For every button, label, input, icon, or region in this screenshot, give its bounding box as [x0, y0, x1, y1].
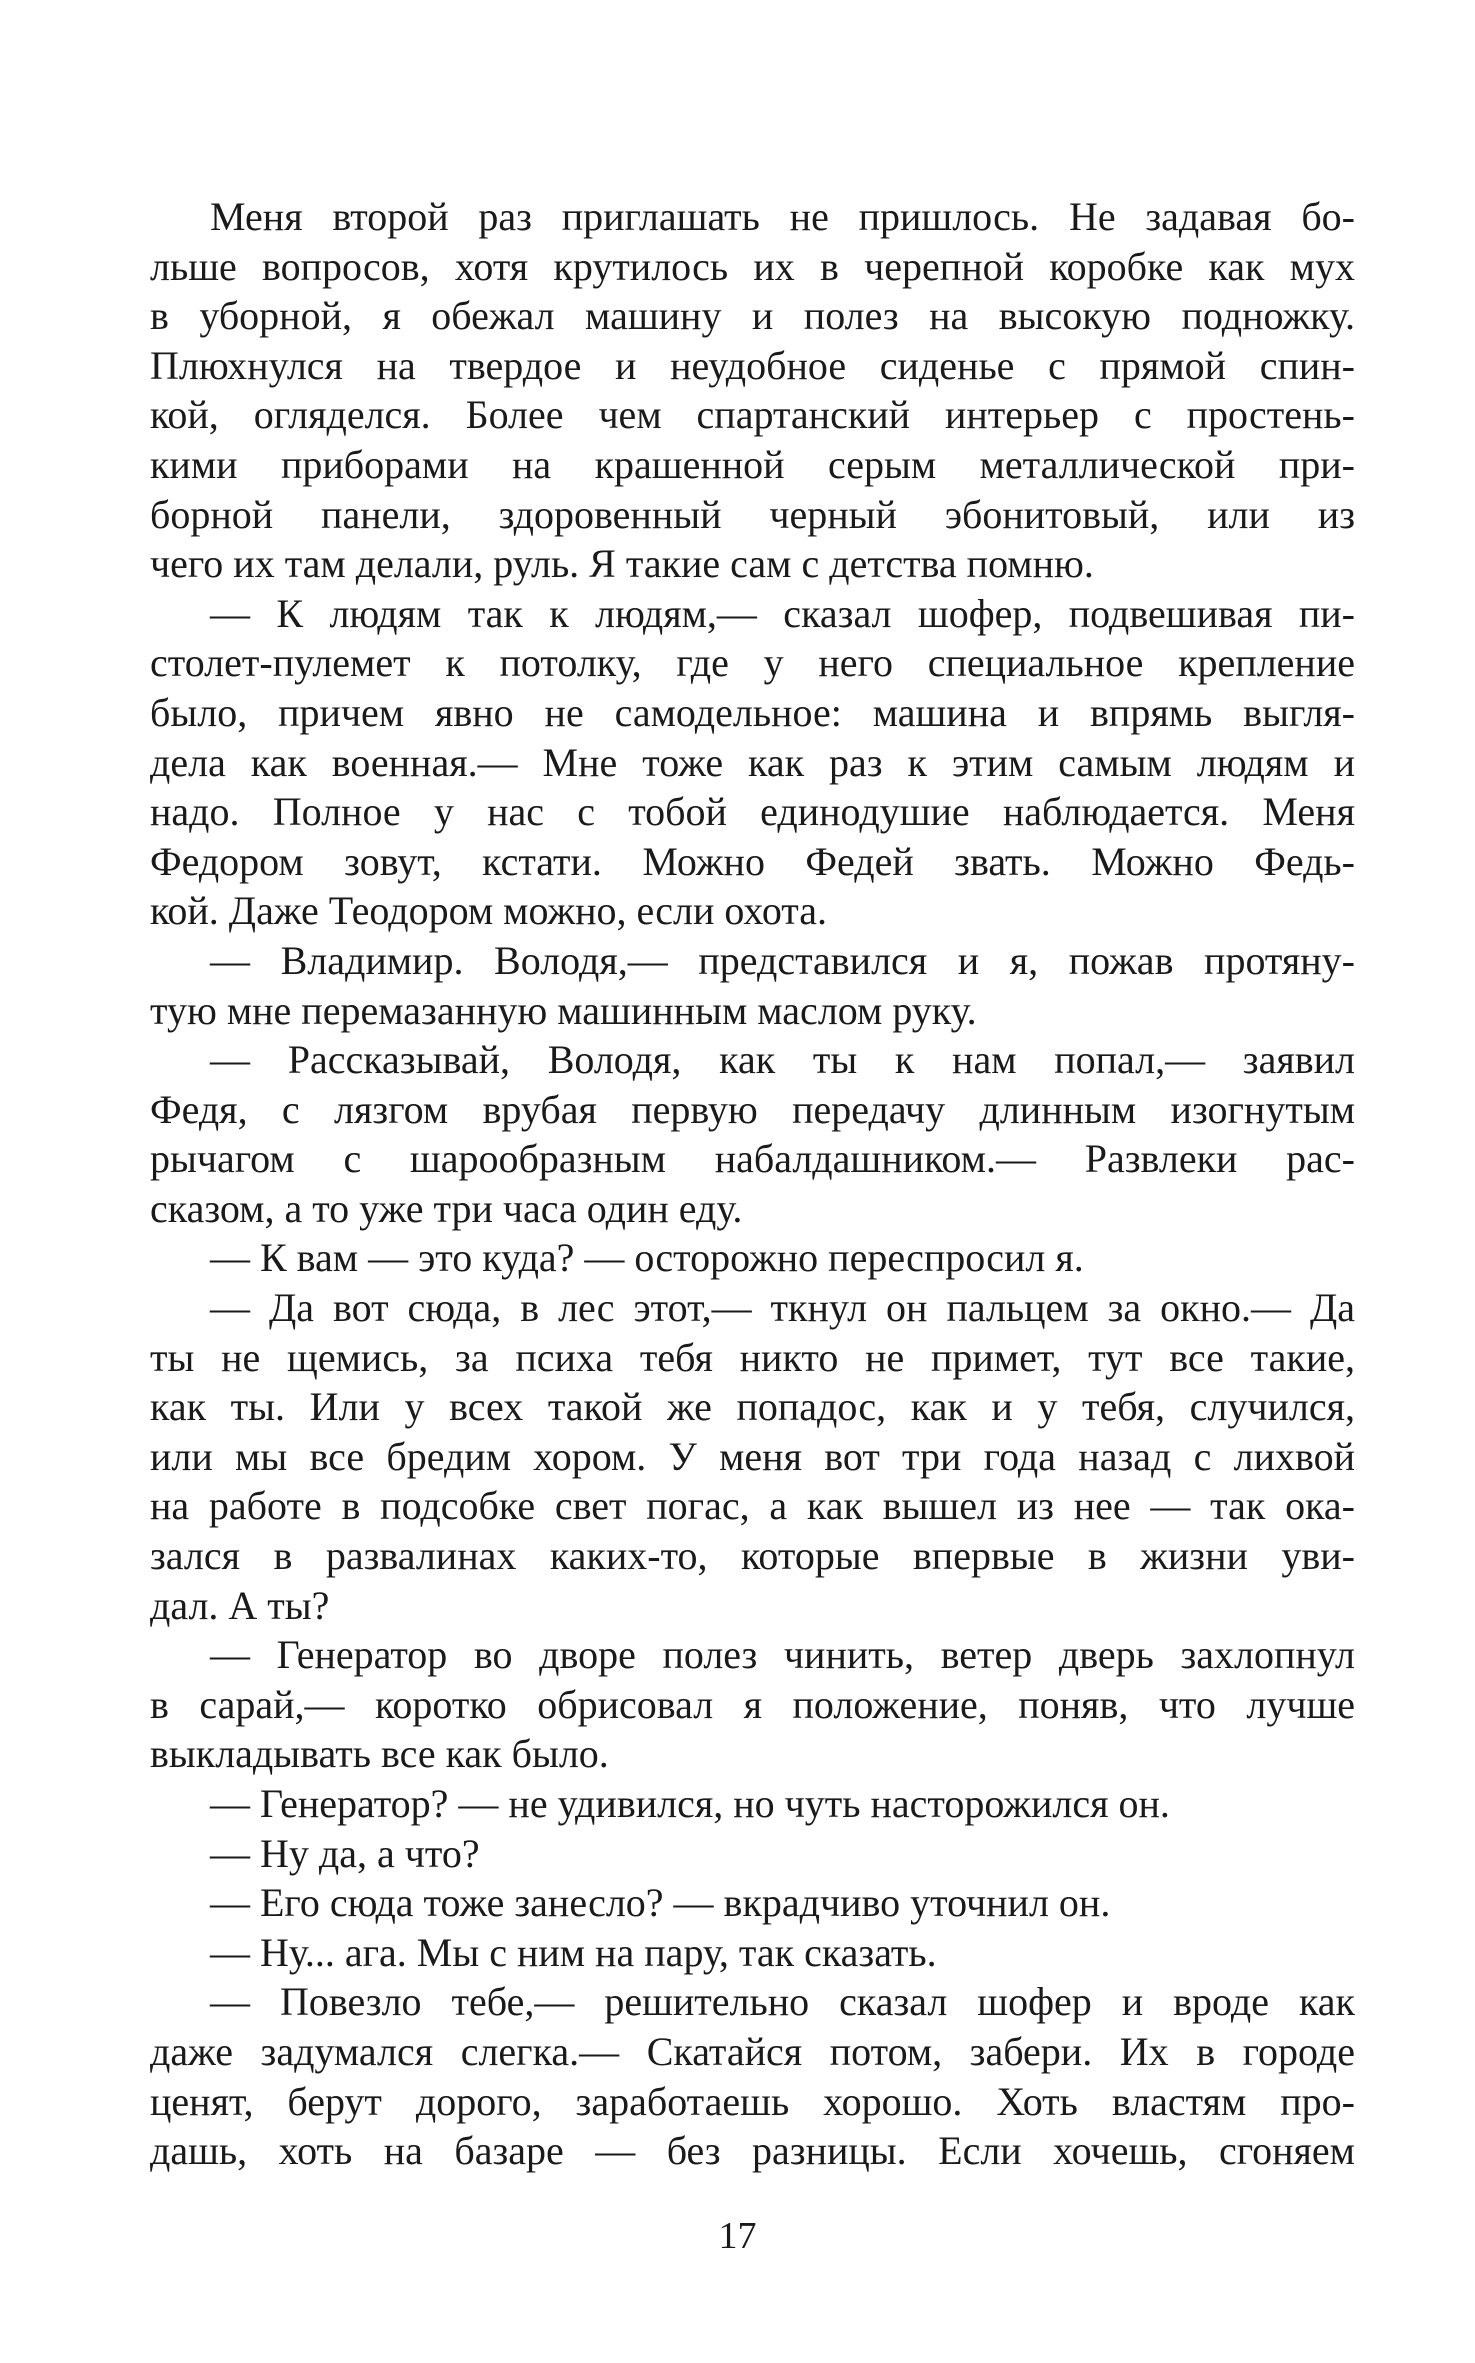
- text-line: Меня второй раз приглашать не пришлось. Не задавая бо-: [210, 194, 1355, 239]
- text-line: Федя, с лязгом врубая первую передачу длинным изогнутым: [150, 1086, 1355, 1132]
- text-line: в уборной, я обежал машину и полез на высокую подножку.: [150, 293, 1355, 339]
- text-line: — Ну... ага. Мы с ним на пару, так сказать.: [210, 1929, 937, 1975]
- text-line: Федором зовут, кстати. Можно Федей звать. Можно Федь-: [150, 838, 1355, 884]
- text-line: — Владимир. Володя,— представился и я, пожав протяну-: [210, 937, 1355, 983]
- text-line: льше вопросов, хотя крутилось их в черепной коробке как мух: [150, 243, 1355, 289]
- text-line: чего их там делали, руль. Я такие сам с детства помню.: [150, 541, 1094, 587]
- text-line: было, причем явно не самодельное: машина и впрямь выгля-: [150, 689, 1355, 735]
- text-line: — К вам — это куда? — осторожно переспросил я.: [210, 1235, 1084, 1281]
- text-line: надо. Полное у нас с тобой единодушие наблюдается. Меня: [150, 789, 1355, 835]
- text-line: столет-пулемет к потолку, где у него специальное крепление: [150, 640, 1355, 686]
- text-line: как ты. Или у всех такой же попадос, как и у тебя, случился,: [150, 1384, 1355, 1430]
- text-line: сказом, а то уже три часа один еду.: [150, 1185, 743, 1231]
- text-line: — Да вот сюда, в лес этот,— ткнул он пальцем за окно.— Да: [210, 1285, 1355, 1331]
- text-line: ценят, берут дорого, заработаешь хорошо. Хоть властям про-: [150, 2078, 1355, 2124]
- text-line: в сарай,— коротко обрисовал я положение, поняв, что лучше: [150, 1681, 1355, 1727]
- text-line: — Ну да, а что?: [210, 1830, 480, 1876]
- text-line: кой, огляделся. Более чем спартанский интерьер с простень-: [150, 392, 1355, 438]
- page-number: 17: [718, 2215, 757, 2257]
- text-line: кими приборами на крашенной серым металлической при-: [150, 441, 1355, 487]
- text-line: — Его сюда тоже занесло? — вкрадчиво уточнил он.: [210, 1880, 1111, 1926]
- text-line: выкладывать все как было.: [150, 1731, 609, 1777]
- text-line: или мы все бредим хором. У меня вот три года назад с лихвой: [150, 1433, 1355, 1479]
- text-line: — Генератор во дворе полез чинить, ветер дверь захлопнул: [210, 1632, 1355, 1678]
- text-line: Плюхнулся на твердое и неудобное сиденье с прямой спин-: [150, 342, 1355, 388]
- text-line: кой. Даже Теодором можно, если охота.: [150, 888, 828, 934]
- text-line: дал. А ты?: [150, 1582, 330, 1628]
- text-line: дашь, хоть на базаре — без разницы. Если хочешь, сгоняем: [150, 2128, 1355, 2174]
- text-line: рычагом с шарообразным набалдашником.— Развлеки рас-: [150, 1136, 1355, 1182]
- text-line: даже задумался слегка.— Скатайся потом, забери. Их в городе: [150, 2028, 1355, 2074]
- text-line: тую мне перемазанную машинным маслом руку.: [150, 987, 977, 1033]
- text-line: — К людям так к людям,— сказал шофер, подвешивая пи-: [210, 590, 1355, 636]
- text-line: на работе в подсобке свет погас, а как вышел из нее — так ока-: [150, 1483, 1355, 1529]
- text-line: борной панели, здоровенный черный эбонитовый, или из: [150, 491, 1355, 537]
- text-line: зался в развалинах каких-то, которые впервые в жизни уви-: [150, 1533, 1355, 1579]
- page-body: [150, 192, 1355, 2176]
- text-line: — Генератор? — не удивился, но чуть насторожился он.: [210, 1781, 1170, 1826]
- text-line: — Рассказывай, Володя, как ты к нам попал,— заявил: [210, 1037, 1355, 1083]
- text-line: — Повезло тебе,— решительно сказал шофер и вроде как: [210, 1979, 1355, 2025]
- text-line: дела как военная.— Мне тоже как раз к этим самым людям и: [150, 739, 1355, 785]
- text-line: ты не щемись, за психа тебя никто не примет, тут все такие,: [150, 1334, 1355, 1380]
